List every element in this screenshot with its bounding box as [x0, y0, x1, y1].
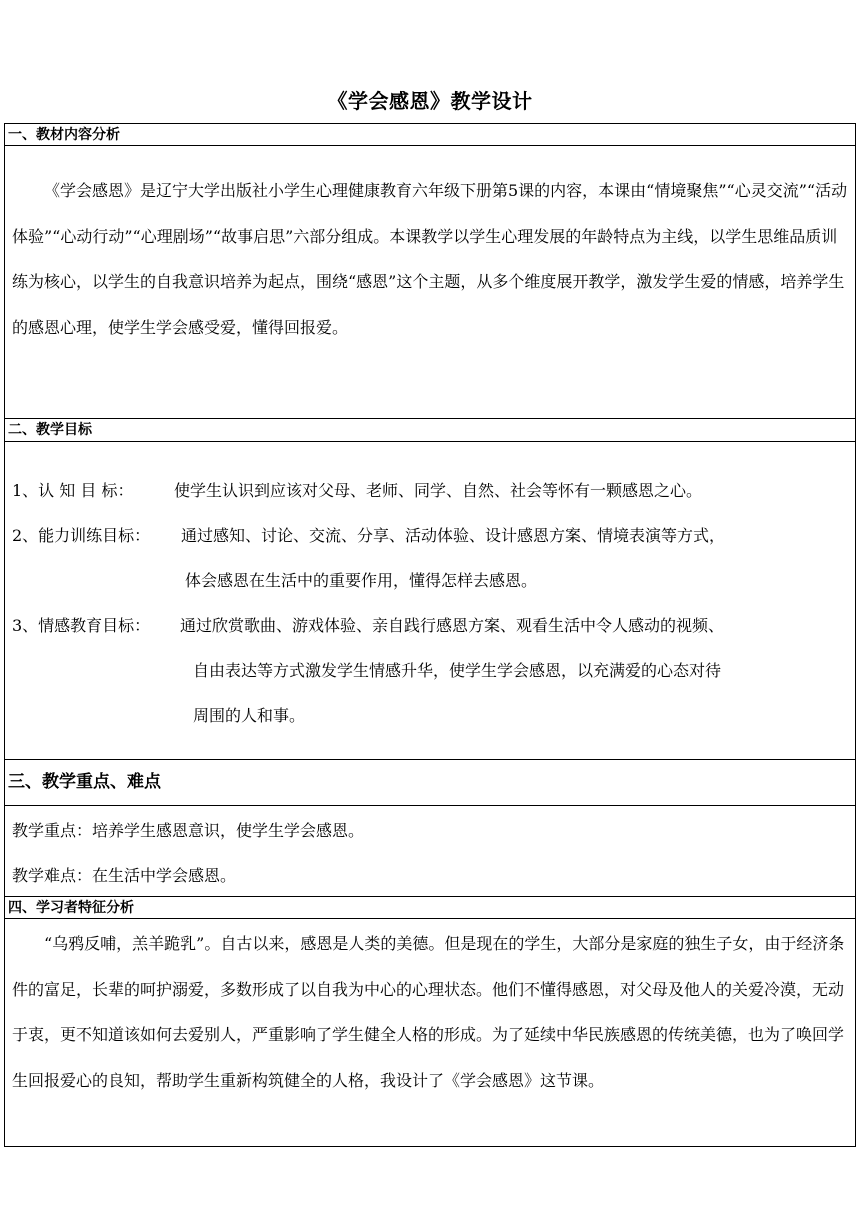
- content-analysis-paragraph: 《学会感恩》是辽宁大学出版社小学生心理健康教育六年级下册第5课的内容，本课由“情境聚焦”“心灵交流”“活动体验”“心动行动”“心理剧场”“故事启思”六部分组成。本课教学以学生心理发展的年龄特点为主线，以学生思维品质训练为核心，以学生的自我意识培养为起点，围绕“感恩”这个主题，从多个维度展开教学，激发学生爱的情感，培养学生的感恩心理，使学生学会感受爱，懂得回报爱。: [12, 181, 848, 337]
- divider-6: [4, 896, 856, 897]
- section-heading-content-analysis: 一、教材内容分析: [8, 127, 120, 143]
- section-heading-teaching-goals: 二、教学目标: [8, 422, 92, 438]
- divider-5: [4, 805, 856, 806]
- difficulty-text: 教学难点：在生活中学会感恩。: [12, 866, 237, 885]
- learner-analysis-paragraph: “乌鸦反哺，羔羊跪乳”。自古以来，感恩是人类的美德。但是现在的学生，大部分是家庭的独生子女，由于经济条件的富足，长辈的呵护溺爱，多数形成了以自我为中心的心理状态。他们不懂得感恩，对父母及他人的关爱冷漠，无动于衷，更不知道该如何去爱别人，严重影响了学生健全人格的形成。为了延续中华民族感恩的传统美德，也为了唤回学生回报爱心的良知，帮助学生重新构筑健全的人格，我设计了《学会感恩》这节课。: [12, 934, 845, 1090]
- section-heading-key-difficult-points: 三、教学重点、难点: [8, 772, 161, 792]
- goal-text-cognitive: 使学生认识到应该对父母、老师、同学、自然、社会等怀有一颗感恩之心。: [174, 481, 703, 500]
- key-point-text: 教学重点：培养学生感恩意识，使学生学会感恩。: [12, 821, 365, 840]
- divider-1: [4, 145, 856, 146]
- divider-7: [4, 918, 856, 919]
- divider-2: [4, 418, 856, 419]
- goal-label-ability: 2、能力训练目标：: [12, 526, 151, 545]
- goal-label-cognitive: 1、认 知 目 标：: [12, 481, 134, 500]
- goal-text-emotion-line3: 周围的人和事。: [193, 706, 306, 725]
- table-top-border: [4, 123, 856, 124]
- divider-3: [4, 441, 856, 442]
- goal-label-emotion: 3、情感教育目标：: [12, 616, 151, 635]
- divider-4: [4, 759, 856, 760]
- section-heading-learner-analysis: 四、学习者特征分析: [8, 900, 134, 916]
- goal-text-ability-line1: 通过感知、讨论、交流、分享、活动体验、设计感恩方案、情境表演等方式，: [181, 526, 726, 545]
- goal-text-emotion-line1: 通过欣赏歌曲、游戏体验、亲自践行感恩方案、观看生活中令人感动的视频、: [180, 616, 725, 635]
- goal-text-ability-line2: 体会感恩在生活中的重要作用，懂得怎样去感恩。: [185, 571, 538, 590]
- document-title: 《学会感恩》教学设计: [327, 89, 533, 113]
- goal-text-emotion-line2: 自由表达等方式激发学生情感升华，使学生学会感恩，以充满爱的心态对待: [193, 661, 722, 680]
- table-bottom-border: [4, 1146, 856, 1147]
